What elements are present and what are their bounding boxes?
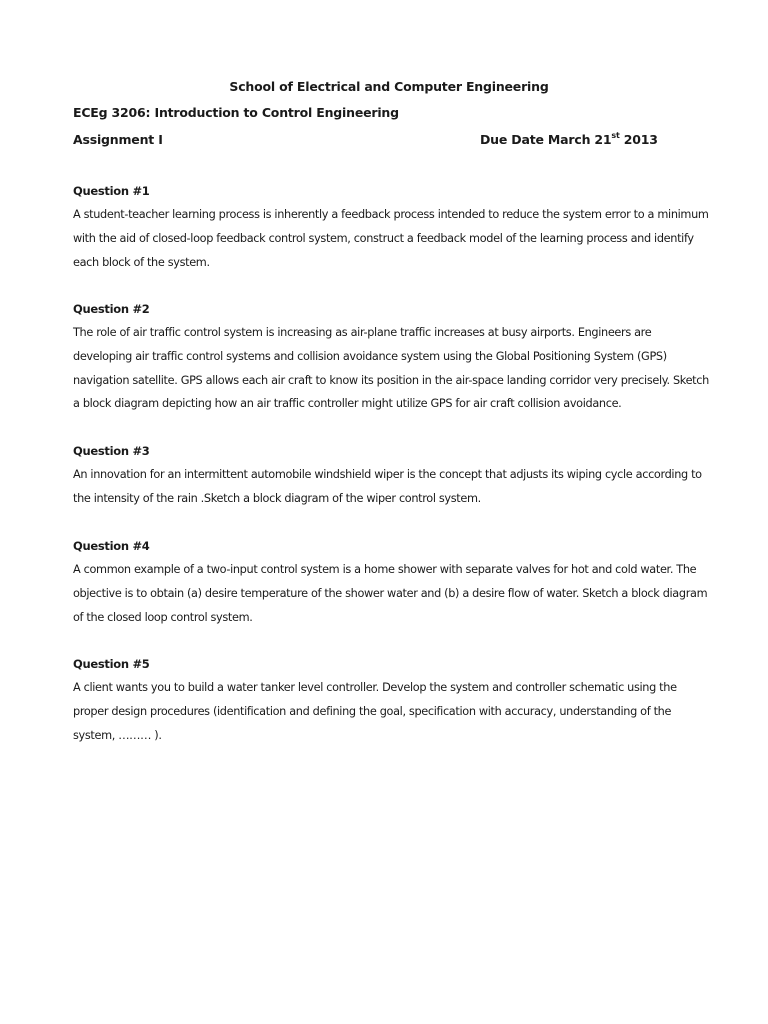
question-1-text: A student-teacher learning process is inherently a feedback process intended to reduce the system error to a minimum with the aid of closed-loop feedback control system, construct a feedback model of the learning process and identify each block of the system. — [73, 208, 709, 269]
assignment-title: Assignment I — [73, 132, 163, 147]
question-3-text: An innovation for an intermittent automobile windshield wiper is the concept that adjusts its wiping cycle according to the intensity of the rain .Sketch a block diagram of the wiper control system. — [73, 468, 702, 505]
question-4-title: Question #4 — [73, 539, 150, 553]
due-date-ordinal: st — [611, 131, 620, 140]
due-date — [480, 132, 658, 147]
question-5-text: A client wants you to build a water tanker level controller. Develop the system and controller schematic using the proper design procedures (identification and defining the goal, specification with accuracy, understanding of the system, ……… ). — [73, 681, 677, 742]
due-date-text: Due Date March 21 — [480, 132, 612, 148]
question-3 — [73, 439, 713, 511]
question-2-title: Question #2 — [73, 302, 150, 316]
question-2 — [73, 297, 713, 416]
question-2-text: The role of air traffic control system is increasing as air-plane traffic increases at busy airports. Engineers are developing air traffic control systems and collision avoidance system using the Global Positioning System (GPS) navigation satellite. GPS allows each air craft to know its position in the air-space landing corridor very precisely. Sketch a block diagram depicting how an air traffic controller might utilize GPS for air craft collision avoidance. — [73, 326, 709, 411]
question-5-title: Question #5 — [73, 657, 150, 671]
question-5 — [73, 652, 713, 747]
question-1 — [73, 179, 713, 274]
course-title: ECEg 3206: Introduction to Control Engineering — [73, 105, 399, 120]
due-date-year: 2013 — [619, 132, 658, 148]
school-title: School of Electrical and Computer Engineering — [229, 79, 549, 94]
question-1-title: Question #1 — [73, 184, 150, 198]
question-3-title: Question #3 — [73, 444, 150, 458]
question-4 — [73, 534, 713, 629]
question-4-text: A common example of a two-input control system is a home shower with separate valves for hot and cold water. The objective is to obtain (a) desire temperature of the shower water and (b) a desire flow of water. Sketch a block diagram of the closed loop control system. — [73, 563, 708, 624]
